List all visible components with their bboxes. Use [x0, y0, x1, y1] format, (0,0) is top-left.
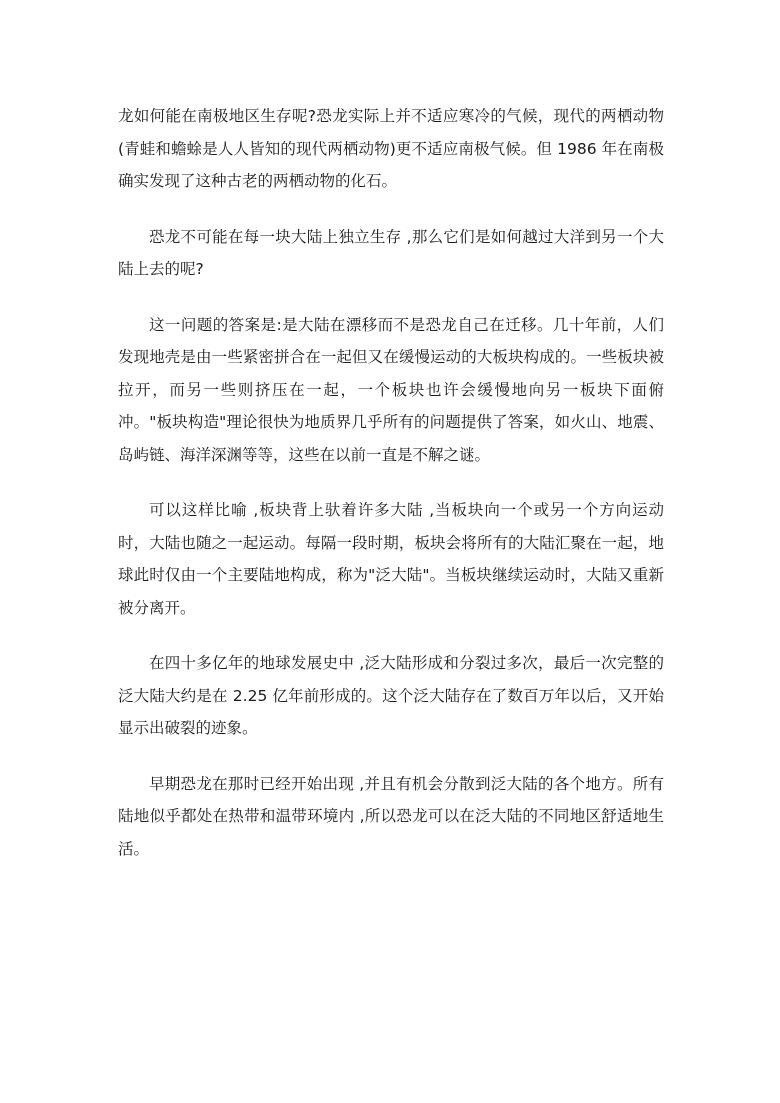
paragraph: 龙如何能在南极地区生存呢?恐龙实际上并不适应寒冷的气候，现代的两栖动物(青蛙和蟾蜍是人人皆知的现代两栖动物)更不适应南极气候。但 1986 年在南极确实发现了这种古老的两栖动物的化石。	[118, 107, 664, 190]
paragraph: 恐龙不可能在每一块大陆上独立生存 ,那么它们是如何越过大洋到另一个大陆上去的呢?	[118, 227, 664, 278]
paragraph: 这一问题的答案是:是大陆在漂移而不是恐龙自己在迁移。几十年前，人们发现地壳是由一些紧密拼合在一起但又在缓慢运动的大板块构成的。一些板块被拉开，而另一些则挤压在一起，一个板块也许会缓慢地向另一板块下面俯冲。"板块构造"理论很快为地质界几乎所有的问题提供了答案，如火山、地震、岛屿链、海洋深渊等等，这些在以前一直是不解之谜。	[118, 315, 664, 464]
paragraph: 早期恐龙在那时已经开始出现 ,并且有机会分散到泛大陆的各个地方。所有陆地似乎都处在热带和温带环境内 ,所以恐龙可以在泛大陆的不同地区舒适地生活。	[118, 774, 664, 858]
paragraph: 在四十多亿年的地球发展史中 ,泛大陆形成和分裂过多次，最后一次完整的泛大陆大约是在 2.25 亿年前形成的。这个泛大陆存在了数百万年以后，又开始显示出破裂的迹象。	[118, 654, 664, 737]
document-body	[118, 100, 664, 888]
paragraph: 可以这样比喻 ,板块背上驮着许多大陆 ,当板块向一个或另一个方向运动时，大陆也随之一起运动。每隔一段时期，板块会将所有的大陆汇聚在一起，地球此时仅由一个主要陆地构成，称为"泛大陆"。当板块继续运动时，大陆又重新被分离开。	[118, 501, 664, 617]
